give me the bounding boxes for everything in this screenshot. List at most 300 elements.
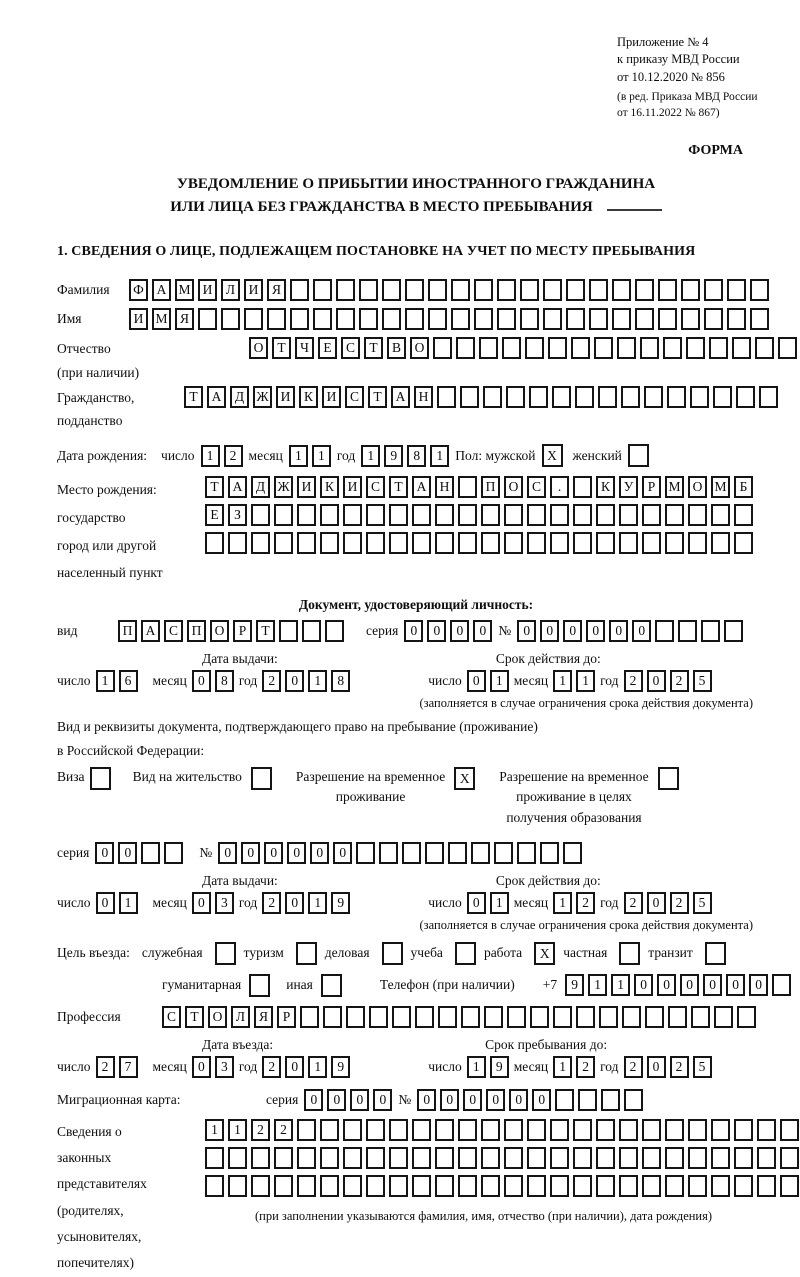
visa-checkbox[interactable] — [90, 767, 111, 790]
char-cell[interactable] — [550, 504, 569, 526]
purpose-business-checkbox[interactable] — [382, 942, 403, 965]
char-cell[interactable]: А — [141, 620, 160, 642]
char-cell[interactable]: А — [152, 279, 171, 301]
char-cell[interactable]: Т — [364, 337, 383, 359]
char-cell[interactable] — [520, 308, 539, 330]
char-cell[interactable]: 9 — [384, 445, 403, 467]
char-cell[interactable] — [543, 308, 562, 330]
char-cell[interactable]: 0 — [486, 1089, 505, 1111]
char-cell[interactable] — [525, 337, 544, 359]
char-cell[interactable] — [504, 1119, 523, 1141]
char-cell[interactable]: О — [504, 476, 523, 498]
char-cell[interactable]: 0 — [647, 1056, 666, 1078]
char-cell[interactable]: 0 — [749, 974, 768, 996]
char-cell[interactable] — [481, 1175, 500, 1197]
char-cell[interactable]: 2 — [262, 892, 281, 914]
char-cell[interactable]: К — [596, 476, 615, 498]
char-cell[interactable]: 0 — [647, 670, 666, 692]
char-cell[interactable] — [734, 504, 753, 526]
char-cell[interactable]: М — [665, 476, 684, 498]
char-cell[interactable]: 1 — [308, 892, 327, 914]
char-cell[interactable]: 9 — [331, 892, 350, 914]
char-cell[interactable] — [438, 1006, 457, 1028]
char-cell[interactable] — [483, 386, 502, 408]
char-cell[interactable] — [596, 1147, 615, 1169]
char-cell[interactable] — [711, 532, 730, 554]
char-cell[interactable]: Т — [184, 386, 203, 408]
char-cell[interactable]: 0 — [634, 974, 653, 996]
char-cell[interactable] — [428, 308, 447, 330]
char-cell[interactable] — [688, 1147, 707, 1169]
char-cell[interactable] — [635, 279, 654, 301]
char-cell[interactable]: И — [129, 308, 148, 330]
char-cell[interactable] — [366, 1119, 385, 1141]
char-cell[interactable] — [757, 1147, 776, 1169]
char-cell[interactable]: Н — [435, 476, 454, 498]
birth-place-row2-cells[interactable] — [205, 504, 753, 526]
char-cell[interactable]: Н — [414, 386, 433, 408]
char-cell[interactable] — [460, 386, 479, 408]
char-cell[interactable]: 0 — [467, 892, 486, 914]
char-cell[interactable] — [645, 1006, 664, 1028]
char-cell[interactable] — [540, 842, 559, 864]
char-cell[interactable] — [596, 1119, 615, 1141]
char-cell[interactable] — [228, 532, 247, 554]
char-cell[interactable]: Я — [175, 308, 194, 330]
char-cell[interactable] — [412, 532, 431, 554]
char-cell[interactable] — [665, 504, 684, 526]
char-cell[interactable] — [389, 1175, 408, 1197]
char-cell[interactable]: З — [228, 504, 247, 526]
residence-issue-month-cells[interactable] — [192, 892, 234, 914]
char-cell[interactable] — [300, 1006, 319, 1028]
char-cell[interactable] — [251, 532, 270, 554]
char-cell[interactable] — [379, 842, 398, 864]
char-cell[interactable] — [458, 532, 477, 554]
char-cell[interactable] — [530, 1006, 549, 1028]
char-cell[interactable] — [601, 1089, 620, 1111]
char-cell[interactable] — [576, 1006, 595, 1028]
char-cell[interactable]: 0 — [726, 974, 745, 996]
char-cell[interactable] — [573, 1175, 592, 1197]
char-cell[interactable]: 0 — [586, 620, 605, 642]
char-cell[interactable]: 9 — [565, 974, 584, 996]
char-cell[interactable] — [759, 386, 778, 408]
char-cell[interactable]: 8 — [215, 670, 234, 692]
char-cell[interactable]: Л — [221, 279, 240, 301]
char-cell[interactable] — [279, 620, 298, 642]
char-cell[interactable] — [435, 504, 454, 526]
char-cell[interactable] — [336, 279, 355, 301]
char-cell[interactable]: 2 — [670, 892, 689, 914]
char-cell[interactable]: 0 — [563, 620, 582, 642]
char-cell[interactable] — [405, 308, 424, 330]
char-cell[interactable]: А — [391, 386, 410, 408]
char-cell[interactable]: У — [619, 476, 638, 498]
char-cell[interactable] — [622, 1006, 641, 1028]
char-cell[interactable] — [141, 842, 160, 864]
char-cell[interactable] — [663, 337, 682, 359]
char-cell[interactable] — [504, 1175, 523, 1197]
char-cell[interactable]: К — [320, 476, 339, 498]
birth-month-cells[interactable] — [289, 445, 331, 467]
char-cell[interactable]: 0 — [285, 892, 304, 914]
char-cell[interactable] — [458, 504, 477, 526]
char-cell[interactable] — [205, 1175, 224, 1197]
char-cell[interactable]: А — [228, 476, 247, 498]
char-cell[interactable]: 0 — [703, 974, 722, 996]
char-cell[interactable] — [655, 620, 674, 642]
char-cell[interactable]: Я — [267, 279, 286, 301]
char-cell[interactable] — [548, 337, 567, 359]
doc-number-cells[interactable] — [517, 620, 743, 642]
char-cell[interactable]: 0 — [427, 620, 446, 642]
char-cell[interactable] — [325, 620, 344, 642]
char-cell[interactable] — [732, 337, 751, 359]
char-cell[interactable] — [297, 1147, 316, 1169]
char-cell[interactable] — [392, 1006, 411, 1028]
char-cell[interactable]: С — [527, 476, 546, 498]
char-cell[interactable]: 3 — [215, 892, 234, 914]
birth-place-row3-cells[interactable] — [205, 532, 753, 554]
char-cell[interactable] — [412, 1119, 431, 1141]
char-cell[interactable] — [343, 1119, 362, 1141]
char-cell[interactable] — [780, 1119, 799, 1141]
residence-number-cells[interactable] — [218, 842, 582, 864]
char-cell[interactable]: Ч — [295, 337, 314, 359]
char-cell[interactable]: 0 — [517, 620, 536, 642]
birth-year-cells[interactable] — [361, 445, 449, 467]
char-cell[interactable] — [578, 1089, 597, 1111]
char-cell[interactable]: X — [542, 444, 563, 467]
char-cell[interactable] — [658, 308, 677, 330]
char-cell[interactable] — [290, 279, 309, 301]
char-cell[interactable] — [736, 386, 755, 408]
char-cell[interactable]: С — [366, 476, 385, 498]
doc-series-cells[interactable] — [404, 620, 492, 642]
char-cell[interactable] — [688, 1175, 707, 1197]
char-cell[interactable] — [711, 1119, 730, 1141]
doc-issue-year-cells[interactable] — [262, 670, 350, 692]
char-cell[interactable]: 1 — [312, 445, 331, 467]
char-cell[interactable] — [251, 1175, 270, 1197]
char-cell[interactable] — [412, 504, 431, 526]
char-cell[interactable]: 7 — [119, 1056, 138, 1078]
char-cell[interactable] — [757, 1175, 776, 1197]
char-cell[interactable]: Т — [272, 337, 291, 359]
char-cell[interactable]: 1 — [490, 670, 509, 692]
char-cell[interactable]: О — [249, 337, 268, 359]
char-cell[interactable] — [425, 842, 444, 864]
char-cell[interactable] — [435, 1119, 454, 1141]
char-cell[interactable] — [428, 279, 447, 301]
char-cell[interactable]: 1 — [588, 974, 607, 996]
doc-valid-year-cells[interactable] — [624, 670, 712, 692]
char-cell[interactable] — [573, 476, 592, 498]
char-cell[interactable] — [755, 337, 774, 359]
char-cell[interactable] — [504, 504, 523, 526]
char-cell[interactable] — [711, 1175, 730, 1197]
char-cell[interactable]: 2 — [274, 1119, 293, 1141]
char-cell[interactable]: 2 — [576, 1056, 595, 1078]
purpose-humanitarian-checkbox[interactable] — [249, 974, 270, 997]
entry-month-cells[interactable] — [192, 1056, 234, 1078]
char-cell[interactable]: Р — [642, 476, 661, 498]
char-cell[interactable] — [479, 337, 498, 359]
char-cell[interactable] — [619, 504, 638, 526]
char-cell[interactable]: 0 — [509, 1089, 528, 1111]
char-cell[interactable] — [658, 279, 677, 301]
char-cell[interactable] — [701, 620, 720, 642]
char-cell[interactable]: И — [276, 386, 295, 408]
char-cell[interactable] — [665, 532, 684, 554]
purpose-study-checkbox[interactable] — [455, 942, 476, 965]
char-cell[interactable] — [296, 942, 317, 965]
purpose-official-checkbox[interactable] — [215, 942, 236, 965]
char-cell[interactable]: 8 — [331, 670, 350, 692]
char-cell[interactable]: С — [345, 386, 364, 408]
char-cell[interactable] — [780, 1175, 799, 1197]
purpose-transit-checkbox[interactable] — [705, 942, 726, 965]
char-cell[interactable] — [714, 1006, 733, 1028]
char-cell[interactable] — [573, 1147, 592, 1169]
char-cell[interactable]: 0 — [417, 1089, 436, 1111]
char-cell[interactable] — [448, 842, 467, 864]
char-cell[interactable]: 0 — [440, 1089, 459, 1111]
char-cell[interactable] — [481, 504, 500, 526]
char-cell[interactable]: 0 — [540, 620, 559, 642]
char-cell[interactable] — [389, 1119, 408, 1141]
char-cell[interactable] — [502, 337, 521, 359]
char-cell[interactable] — [713, 386, 732, 408]
purpose-private-checkbox[interactable] — [619, 942, 640, 965]
char-cell[interactable]: 2 — [224, 445, 243, 467]
char-cell[interactable] — [313, 308, 332, 330]
char-cell[interactable] — [455, 942, 476, 965]
char-cell[interactable] — [504, 532, 523, 554]
char-cell[interactable]: Р — [277, 1006, 296, 1028]
char-cell[interactable] — [780, 1147, 799, 1169]
char-cell[interactable]: 1 — [430, 445, 449, 467]
char-cell[interactable] — [681, 308, 700, 330]
char-cell[interactable]: 0 — [450, 620, 469, 642]
char-cell[interactable]: 0 — [264, 842, 283, 864]
residence-permit-checkbox[interactable] — [251, 767, 272, 790]
char-cell[interactable]: Т — [205, 476, 224, 498]
char-cell[interactable] — [435, 532, 454, 554]
char-cell[interactable] — [228, 1175, 247, 1197]
char-cell[interactable] — [619, 1175, 638, 1197]
char-cell[interactable] — [599, 1006, 618, 1028]
char-cell[interactable]: Ф — [129, 279, 148, 301]
char-cell[interactable] — [507, 1006, 526, 1028]
char-cell[interactable]: 0 — [350, 1089, 369, 1111]
purpose-work-checkbox[interactable] — [534, 942, 555, 965]
char-cell[interactable] — [734, 1175, 753, 1197]
char-cell[interactable] — [563, 842, 582, 864]
char-cell[interactable]: 2 — [96, 1056, 115, 1078]
char-cell[interactable] — [336, 308, 355, 330]
char-cell[interactable] — [343, 532, 362, 554]
char-cell[interactable]: И — [322, 386, 341, 408]
char-cell[interactable] — [267, 308, 286, 330]
char-cell[interactable]: 2 — [624, 1056, 643, 1078]
char-cell[interactable]: 2 — [576, 892, 595, 914]
char-cell[interactable]: 0 — [310, 842, 329, 864]
char-cell[interactable]: 0 — [609, 620, 628, 642]
char-cell[interactable]: М — [175, 279, 194, 301]
char-cell[interactable] — [274, 1175, 293, 1197]
char-cell[interactable]: 1 — [361, 445, 380, 467]
char-cell[interactable] — [313, 279, 332, 301]
char-cell[interactable]: 1 — [308, 670, 327, 692]
char-cell[interactable]: 0 — [680, 974, 699, 996]
char-cell[interactable]: Е — [318, 337, 337, 359]
char-cell[interactable] — [320, 1147, 339, 1169]
char-cell[interactable] — [343, 1147, 362, 1169]
char-cell[interactable]: 0 — [192, 670, 211, 692]
char-cell[interactable] — [709, 337, 728, 359]
char-cell[interactable] — [346, 1006, 365, 1028]
char-cell[interactable]: И — [297, 476, 316, 498]
char-cell[interactable]: Д — [230, 386, 249, 408]
char-cell[interactable]: М — [152, 308, 171, 330]
char-cell[interactable] — [215, 942, 236, 965]
char-cell[interactable] — [596, 504, 615, 526]
char-cell[interactable] — [734, 1147, 753, 1169]
char-cell[interactable]: П — [481, 476, 500, 498]
char-cell[interactable] — [750, 279, 769, 301]
char-cell[interactable] — [389, 1147, 408, 1169]
char-cell[interactable] — [624, 1089, 643, 1111]
char-cell[interactable]: 2 — [262, 670, 281, 692]
char-cell[interactable]: 1 — [308, 1056, 327, 1078]
entry-day-cells[interactable] — [96, 1056, 138, 1078]
legal-reps-row1-cells[interactable] — [205, 1119, 799, 1141]
char-cell[interactable]: 0 — [532, 1089, 551, 1111]
char-cell[interactable] — [691, 1006, 710, 1028]
char-cell[interactable] — [290, 308, 309, 330]
temp-residence-checkbox[interactable] — [454, 767, 475, 790]
char-cell[interactable] — [550, 1175, 569, 1197]
migration-number-cells[interactable] — [417, 1089, 643, 1111]
birth-day-cells[interactable] — [201, 445, 243, 467]
char-cell[interactable] — [681, 279, 700, 301]
char-cell[interactable] — [297, 1175, 316, 1197]
char-cell[interactable] — [727, 308, 746, 330]
char-cell[interactable] — [642, 1119, 661, 1141]
char-cell[interactable] — [644, 386, 663, 408]
char-cell[interactable] — [320, 504, 339, 526]
char-cell[interactable] — [228, 1147, 247, 1169]
char-cell[interactable] — [437, 386, 456, 408]
char-cell[interactable] — [389, 504, 408, 526]
char-cell[interactable]: 9 — [331, 1056, 350, 1078]
char-cell[interactable]: 2 — [624, 892, 643, 914]
char-cell[interactable] — [343, 504, 362, 526]
char-cell[interactable] — [612, 279, 631, 301]
char-cell[interactable] — [321, 974, 342, 997]
char-cell[interactable]: Ж — [253, 386, 272, 408]
char-cell[interactable]: 1 — [467, 1056, 486, 1078]
char-cell[interactable] — [274, 504, 293, 526]
char-cell[interactable]: 2 — [262, 1056, 281, 1078]
char-cell[interactable] — [621, 386, 640, 408]
char-cell[interactable] — [506, 386, 525, 408]
char-cell[interactable] — [481, 532, 500, 554]
char-cell[interactable] — [382, 279, 401, 301]
char-cell[interactable] — [705, 942, 726, 965]
char-cell[interactable]: 1 — [96, 670, 115, 692]
char-cell[interactable] — [297, 1119, 316, 1141]
char-cell[interactable]: 0 — [285, 670, 304, 692]
char-cell[interactable] — [274, 1147, 293, 1169]
char-cell[interactable] — [320, 1175, 339, 1197]
char-cell[interactable] — [366, 504, 385, 526]
char-cell[interactable] — [458, 1119, 477, 1141]
char-cell[interactable] — [690, 386, 709, 408]
char-cell[interactable]: 0 — [95, 842, 114, 864]
char-cell[interactable] — [517, 842, 536, 864]
char-cell[interactable]: 0 — [218, 842, 237, 864]
char-cell[interactable] — [412, 1175, 431, 1197]
char-cell[interactable] — [402, 842, 421, 864]
char-cell[interactable] — [205, 1147, 224, 1169]
char-cell[interactable]: 0 — [657, 974, 676, 996]
char-cell[interactable] — [471, 842, 490, 864]
char-cell[interactable]: 1 — [289, 445, 308, 467]
char-cell[interactable] — [686, 337, 705, 359]
char-cell[interactable] — [251, 504, 270, 526]
phone-cells[interactable] — [565, 974, 791, 996]
char-cell[interactable]: Р — [233, 620, 252, 642]
doc-valid-month-cells[interactable] — [553, 670, 595, 692]
char-cell[interactable] — [527, 504, 546, 526]
char-cell[interactable] — [458, 1147, 477, 1169]
char-cell[interactable] — [297, 504, 316, 526]
char-cell[interactable]: О — [210, 620, 229, 642]
char-cell[interactable] — [343, 1175, 362, 1197]
purpose-tourism-checkbox[interactable] — [296, 942, 317, 965]
char-cell[interactable] — [665, 1119, 684, 1141]
char-cell[interactable]: А — [207, 386, 226, 408]
profession-cells[interactable] — [162, 1006, 756, 1028]
char-cell[interactable] — [688, 532, 707, 554]
char-cell[interactable] — [772, 974, 791, 996]
char-cell[interactable]: 0 — [327, 1089, 346, 1111]
birth-place-row1-cells[interactable] — [205, 476, 753, 498]
char-cell[interactable] — [642, 504, 661, 526]
char-cell[interactable]: 0 — [304, 1089, 323, 1111]
char-cell[interactable] — [474, 279, 493, 301]
sex-female-checkbox[interactable] — [628, 444, 649, 467]
char-cell[interactable] — [757, 1119, 776, 1141]
char-cell[interactable]: О — [410, 337, 429, 359]
char-cell[interactable] — [415, 1006, 434, 1028]
char-cell[interactable] — [90, 767, 111, 790]
char-cell[interactable] — [527, 1119, 546, 1141]
char-cell[interactable]: 0 — [463, 1089, 482, 1111]
purpose-other-checkbox[interactable] — [321, 974, 342, 997]
char-cell[interactable]: 2 — [670, 1056, 689, 1078]
residence-valid-month-cells[interactable] — [553, 892, 595, 914]
char-cell[interactable] — [249, 974, 270, 997]
char-cell[interactable]: 0 — [404, 620, 423, 642]
char-cell[interactable] — [302, 620, 321, 642]
char-cell[interactable] — [221, 308, 240, 330]
char-cell[interactable] — [555, 1089, 574, 1111]
char-cell[interactable] — [617, 337, 636, 359]
